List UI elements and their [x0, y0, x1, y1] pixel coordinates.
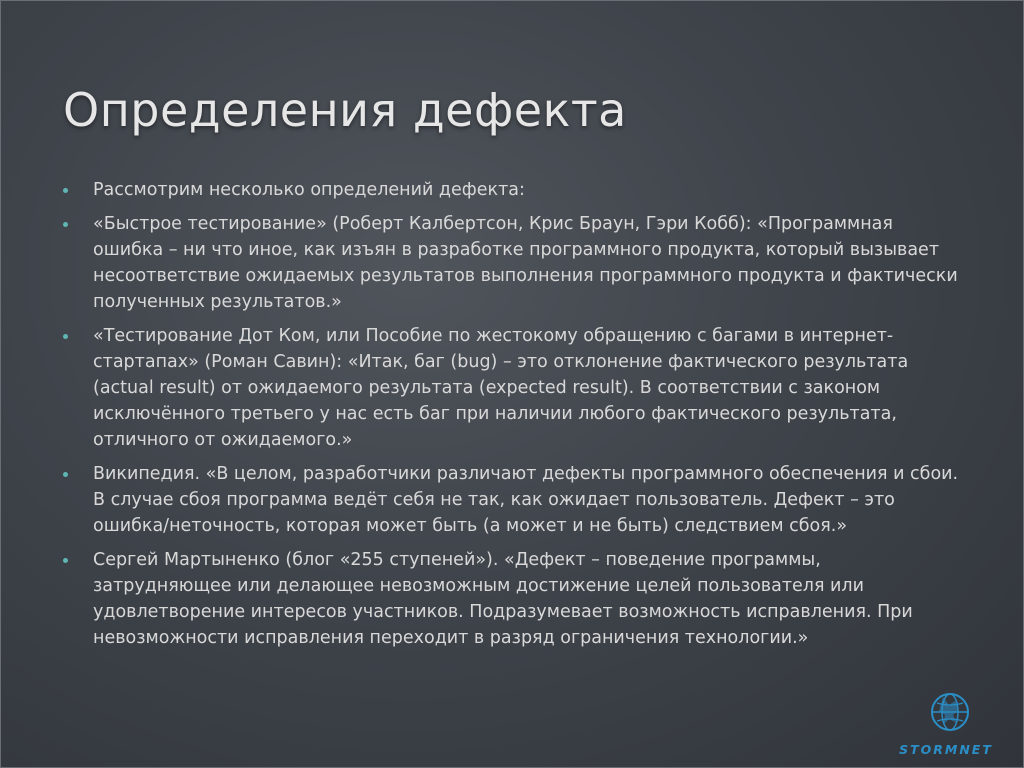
stormnet-logo [891, 689, 1001, 757]
bullet-icon [63, 558, 68, 563]
list-item-text: «Быстрое тестирование» (Роберт Калбертсон, Крис Браун, Гэри Кобб): «Программная ошибка – ни что иное, как изъян в разработке программного продукта, который вызывает несоответствие ожидаемых результатов выполнения программного продукта и фактически полученных результатов.» [93, 214, 958, 312]
slide-title: Определения дефекта [63, 83, 627, 137]
list-item [63, 323, 963, 453]
list-item-text: Википедия. «В целом, разработчики различают дефекты программного обеспечения и сбои. В случае сбоя программа ведёт себя не так, как ожидает пользователь. Дефект – это ошибка/неточность, которая может быть (а может и не быть) следствием сбоя.» [93, 464, 959, 536]
list-item [63, 177, 963, 203]
list-item [63, 211, 963, 315]
list-item-text: Сергей Мартыненко (блог «255 ступеней»). «Дефект – поведение программы, затрудняющее или делающее невозможным достижение целей пользователя или удовлетворение интересов участников. Подразумевает возможность исправления. При невозможности исправления переходит в разряд ограничения технологии.» [93, 550, 913, 648]
list-item-text: «Тестирование Дот Ком, или Пособие по жестокому обращению с багами в интернет-стартапах» (Роман Савин): «Итак, баг (bug) – это отклонение фактического результата (actual result) от ожидаемого результата (expected result). В соответствии с законом исключённого третьего у нас есть баг при наличии любого фактического результата, отличного от ожидаемого.» [93, 326, 909, 450]
bullet-icon [63, 334, 68, 339]
list-item-text: Рассмотрим несколько определений дефекта: [93, 180, 525, 200]
globe-icon [929, 691, 971, 733]
bullet-list [63, 177, 963, 659]
bullet-icon [63, 188, 68, 193]
bullet-icon [63, 472, 68, 477]
list-item [63, 547, 963, 651]
logo-text: STORMNET [899, 742, 993, 757]
bullet-icon [63, 222, 68, 227]
list-item [63, 461, 963, 539]
